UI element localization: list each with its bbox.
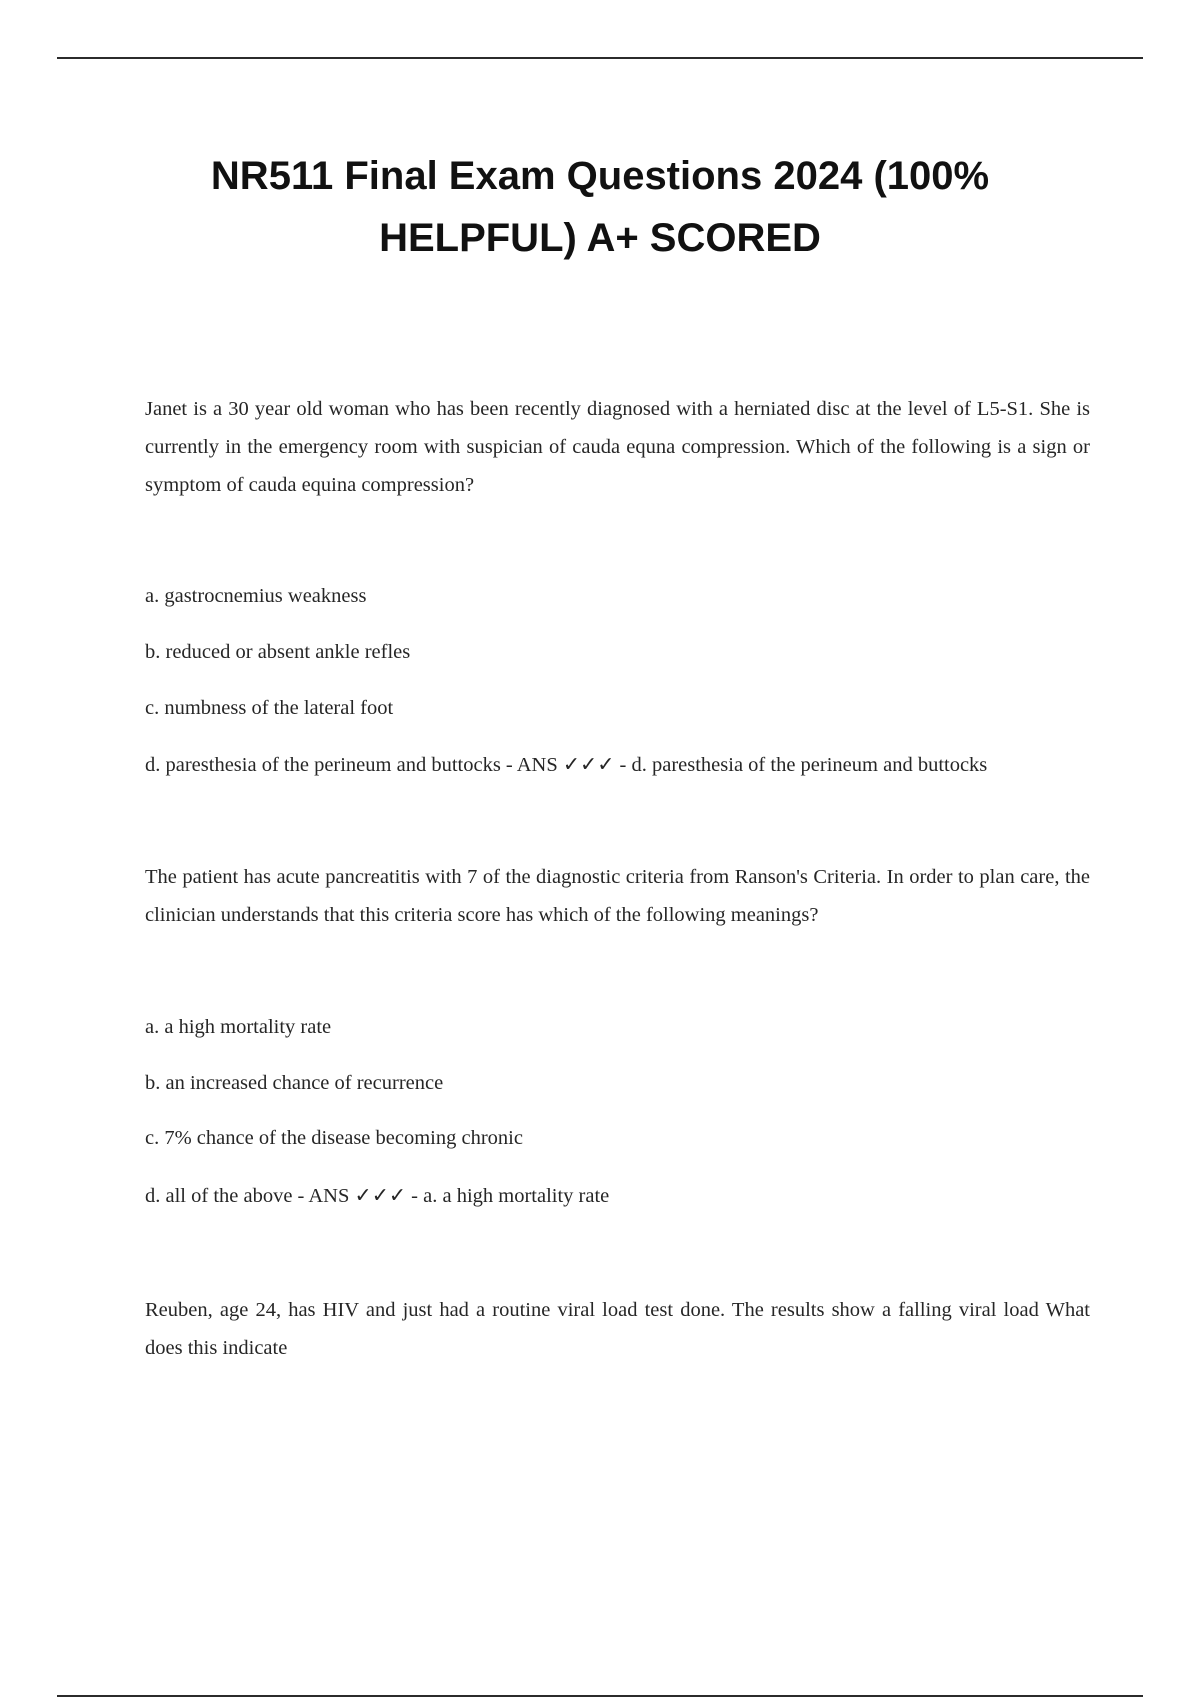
question-2-option-a: a. a high mortality rate bbox=[145, 1016, 332, 1038]
question-2-stem: The patient has acute pancreatitis with 7 of the diagnostic criteria from Ranson's Criteria. In order to plan care, the clinician understands that this criteria score has which of the following meanings? bbox=[145, 866, 1090, 926]
question-1-stem: Janet is a 30 year old woman who has been recently diagnosed with a herniated disc at the level of L5-S1. She is currently in the emergency room with suspician of cauda equna compression. Which of the following is a sign or symptom of cauda equina compression? bbox=[145, 398, 1090, 496]
title-line-2: HELPFUL) A+ SCORED bbox=[379, 216, 821, 260]
question-1-option-d-answer: d. paresthesia of the perineum and buttocks - ANS ✓✓✓ - d. paresthesia of the perineum and buttocks bbox=[145, 754, 988, 776]
question-1-option-c: c. numbness of the lateral foot bbox=[145, 697, 394, 719]
footer-rule bbox=[57, 1695, 1143, 1697]
question-2-option-b: b. an increased chance of recurrence bbox=[145, 1072, 444, 1094]
question-2-option-d-answer: d. all of the above - ANS ✓✓✓ - a. a high mortality rate bbox=[145, 1185, 610, 1207]
header-rule bbox=[57, 57, 1143, 59]
document-title bbox=[100, 145, 1100, 269]
question-2-option-c: c. 7% chance of the disease becoming chronic bbox=[145, 1127, 523, 1149]
question-3-stem: Reuben, age 24, has HIV and just had a routine viral load test done. The results show a falling viral load What does this indicate bbox=[145, 1299, 1090, 1359]
question-1-option-b: b. reduced or absent ankle refles bbox=[145, 641, 411, 663]
question-1-option-a: a. gastrocnemius weakness bbox=[145, 585, 367, 607]
title-line-1: NR511 Final Exam Questions 2024 (100% bbox=[210, 154, 990, 198]
